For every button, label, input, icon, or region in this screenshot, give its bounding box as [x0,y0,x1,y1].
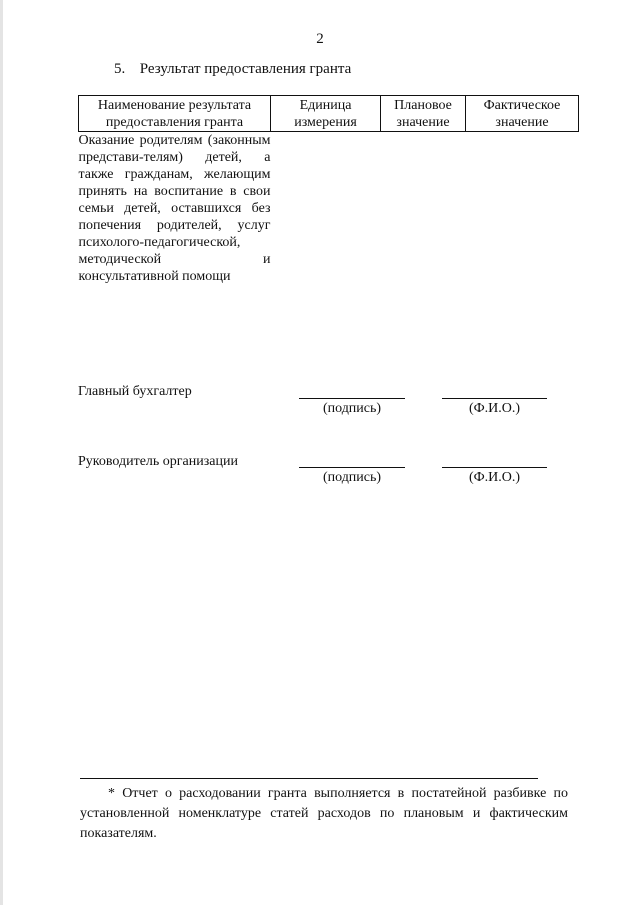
name-caption: (Ф.И.О.) [468,470,521,485]
signature-label-head: Руководитель организации [78,454,238,469]
section-title-text: Результат предоставления гранта [139,61,352,77]
table-row [79,132,579,286]
grant-result-table [78,95,579,285]
signature-label-chief-accountant: Главный бухгалтер [78,384,192,399]
table-header-row [79,96,579,132]
name-line [442,398,547,399]
footnote: * Отчет о расходовании гранта выполняется в постатейной разбивке по установленной номенклатуре статей расходов по плановым и фактическим показателям. [80,786,568,841]
footnote-separator [80,778,538,779]
signature-line [299,467,405,468]
cell-result-name: Оказание родителям (законным представи-телям) детей, а также гражданам, желающим принять на воспитание в свои семьи детей, оставшихся без попечения родителей, услуг психолого-педагогической, методической и консультативной помощи [78,133,271,284]
cell-actual-value [466,132,579,286]
cell-planned-value [381,132,466,286]
scan-edge-shadow [0,0,3,905]
section-number: 5. [114,61,126,77]
signature-caption: (подпись) [322,401,382,416]
name-line [442,467,547,468]
header-unit: Единица измерения [271,96,381,132]
section-heading [114,61,351,78]
cell-unit [271,132,381,286]
name-caption: (Ф.И.О.) [468,401,521,416]
header-planned-value: Плановое значение [381,96,466,132]
header-result-name: Наименование результата предоставления гранта [79,96,271,132]
signature-caption: (подпись) [322,470,382,485]
signature-line [299,398,405,399]
header-actual-value: Фактическое значение [466,96,579,132]
page-number: 2 [316,31,324,47]
